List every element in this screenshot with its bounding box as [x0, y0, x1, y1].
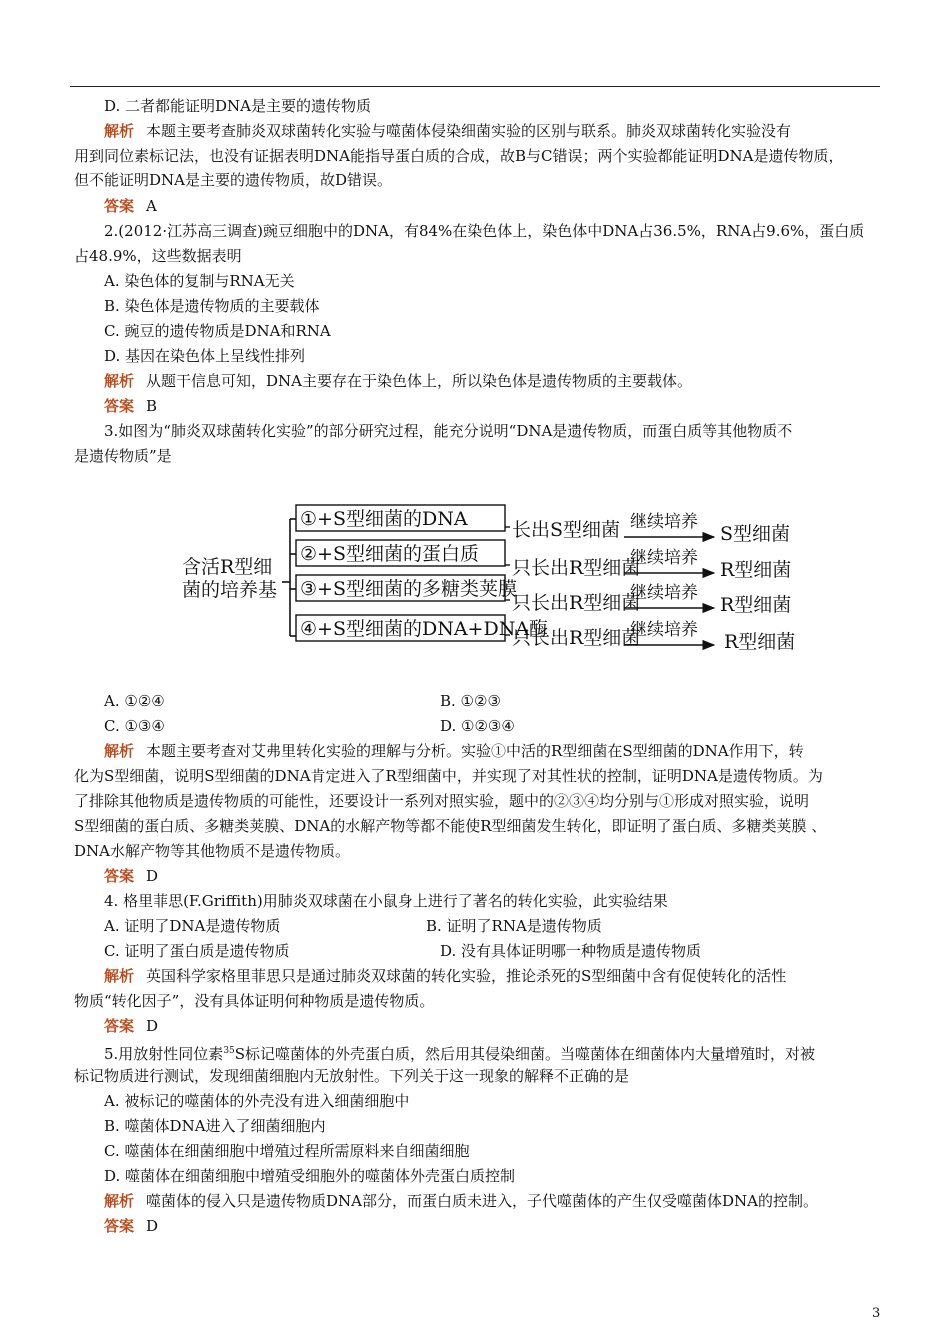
q3-stem: 是遗传物质”是 — [74, 447, 172, 465]
q3-options-row — [104, 714, 914, 738]
q3-analysis-line: DNA水解产物等其他物质不是遗传物质。 — [74, 842, 350, 860]
answer-label: 答案 — [104, 1017, 135, 1035]
step-label: 继续培养 — [630, 620, 698, 640]
q2-stem: 2.(2012·江苏高三调查)豌豆细胞中的DNA，有84%在染色体上，染色体中DNA占36.5%，RNA占9.6%，蛋白质 — [104, 222, 865, 240]
q4-stem: 4. 格里菲思(F.Griffith)用肺炎双球菌在小鼠身上进行了著名的转化实验，此实验结果 — [104, 892, 668, 910]
q4-option-a: A. 证明了DNA是遗传物质 — [104, 917, 281, 935]
q2-option-a: A. 染色体的复制与RNA无关 — [104, 272, 295, 290]
experiment-diagram — [176, 495, 816, 670]
q2-option-c: C. 豌豆的遗传物质是DNA和RNA — [104, 322, 331, 340]
q3-option-c: C. ①③④ — [104, 717, 165, 735]
diagram-row-3 — [290, 575, 791, 616]
q1-option-d: D. 二者都能证明DNA是主要的遗传物质 — [104, 97, 372, 115]
q1-analysis-line: 但不能证明DNA是主要的遗传物质，故D错误。 — [74, 171, 393, 189]
final-label: S型细菌 — [720, 523, 791, 545]
result-label: 长出S型细菌 — [512, 519, 621, 541]
analysis-label: 解析 — [104, 122, 135, 140]
q5-option-b: B. 噬菌体DNA进入了细菌细胞内 — [104, 1117, 326, 1135]
q4-analysis: 解析 英国科学家格里菲思只是通过肺炎双球菌的转化实验，推论杀死的S型细菌中含有促使转化的活性 — [104, 967, 787, 985]
q2-option-b: B. 染色体是遗传物质的主要载体 — [104, 297, 320, 315]
q3-analysis: 解析 本题主要考查对艾弗里转化实验的理解与分析。实验①中活的R型细菌在S型细菌的DNA作用下，转 — [104, 742, 804, 760]
medium-label-1: 含活R型细 — [182, 556, 273, 578]
step-label: 继续培养 — [630, 548, 698, 568]
analysis-label: 解析 — [104, 742, 135, 760]
q5-stem: 5.用放射性同位素$^{35}$S标记噬菌体的外壳蛋白质，然后用其侵染细菌。当噬菌体在细菌体内大量增殖时，对被 — [104, 1045, 816, 1063]
analysis-label: 解析 — [104, 1192, 135, 1210]
q2-stem: 占48.9%，这些数据表明 — [74, 247, 242, 265]
treatment-label: ②+S型细菌的蛋白质 — [300, 543, 479, 565]
q4-analysis-line: 物质“转化因子”，没有具体证明何种物质是遗传物质。 — [74, 992, 435, 1010]
diagram-row-1 — [290, 505, 790, 545]
q1-analysis-line: 解析 本题主要考查肺炎双球菌转化实验与噬菌体侵染细菌实验的区别与联系。肺炎双球菌转化实验没有 — [104, 122, 792, 140]
q5-option-a: A. 被标记的噬菌体的外壳没有进入细菌细胞中 — [104, 1092, 410, 1110]
q3-options-row — [104, 689, 914, 713]
q5-analysis: 解析 噬菌体的侵入只是遗传物质DNA部分，而蛋白质未进入，子代噬菌体的产生仅受噬菌体DNA的控制。 — [104, 1192, 818, 1210]
medium-label-2: 菌的培养基 — [182, 579, 278, 601]
q4-option-c: C. 证明了蛋白质是遗传物质 — [104, 942, 290, 960]
final-label: R型细菌 — [720, 559, 792, 581]
final-label: R型细菌 — [720, 594, 792, 616]
analysis-label: 解析 — [104, 967, 135, 985]
q3-analysis-line: S型细菌的蛋白质、多糖类荚膜、DNA的水解产物等都不能使R型细菌发生转化，即证明了蛋白质、多糖类荚膜 、 — [74, 817, 827, 835]
answer-label: 答案 — [104, 867, 135, 885]
q5-answer: 答案 D — [104, 1217, 159, 1235]
result-label: 只长出R型细菌 — [512, 557, 641, 579]
result-label: 只长出R型细菌 — [512, 627, 641, 649]
answer-label: 答案 — [104, 197, 135, 215]
q4-option-d: D. 没有具体证明哪一种物质是遗传物质 — [440, 942, 702, 960]
answer-label: 答案 — [104, 1217, 135, 1235]
isotope-superscript: 35 — [223, 1046, 235, 1056]
q5-option-d: D. 噬菌体在细菌细胞中增殖受细胞外的噬菌体外壳蛋白质控制 — [104, 1167, 516, 1185]
q4-answer: 答案 D — [104, 1017, 159, 1035]
q4-options-row — [104, 939, 914, 963]
q3-option-a: A. ①②④ — [104, 692, 165, 710]
page-number: 3 — [872, 1306, 881, 1321]
q2-option-d: D. 基因在染色体上呈线性排列 — [104, 347, 306, 365]
q3-option-d: D. ①②③④ — [440, 717, 515, 735]
header-rule — [70, 86, 880, 87]
diagram-row-4 — [290, 615, 795, 653]
q4-option-b: B. 证明了RNA是遗传物质 — [426, 917, 602, 935]
q1-analysis-line: 用到同位素标记法，也没有证据表明DNA能指导蛋白质的合成，故B与C错误；两个实验都能证明DNA是遗传物质， — [74, 147, 844, 165]
q4-options-row — [104, 914, 914, 938]
final-label: R型细菌 — [724, 631, 796, 653]
treatment-label: ④+S型细菌的DNA+DNA酶 — [300, 618, 549, 640]
treatment-label: ①+S型细菌的DNA — [300, 508, 468, 530]
q1-answer: 答案 A — [104, 197, 157, 215]
result-label: 只长出R型细菌 — [512, 592, 641, 614]
q3-stem: 3.如图为“肺炎双球菌转化实验”的部分研究过程，能充分说明“DNA是遗传物质，而蛋白质等其他物质不 — [104, 422, 793, 440]
answer-label: 答案 — [104, 397, 135, 415]
q5-stem: 标记物质进行测试，发现细菌细胞内无放射性。下列关于这一现象的解释不正确的是 — [74, 1067, 630, 1085]
q3-analysis-line: 化为S型细菌，说明S型细菌的DNA肯定进入了R型细菌中，并实现了对其性状的控制，证明DNA是遗传物质。为 — [74, 767, 823, 785]
q2-analysis: 解析 从题干信息可知，DNA主要存在于染色体上，所以染色体是遗传物质的主要载体。 — [104, 372, 693, 390]
step-label: 继续培养 — [630, 583, 698, 603]
q5-option-c: C. 噬菌体在细菌细胞中增殖过程所需原料来自细菌细胞 — [104, 1142, 470, 1160]
q2-answer: 答案 B — [104, 397, 158, 415]
analysis-label: 解析 — [104, 372, 135, 390]
treatment-label: ③+S型细菌的多糖类荚膜 — [300, 578, 517, 600]
q3-option-b: B. ①②③ — [440, 692, 501, 710]
q3-analysis-line: 了排除其他物质是遗传物质的可能性，还要设计一系列对照实验，题中的②③④均分别与①形成对照实验，说明 — [74, 792, 810, 810]
step-label: 继续培养 — [630, 512, 698, 532]
q3-answer: 答案 D — [104, 867, 159, 885]
